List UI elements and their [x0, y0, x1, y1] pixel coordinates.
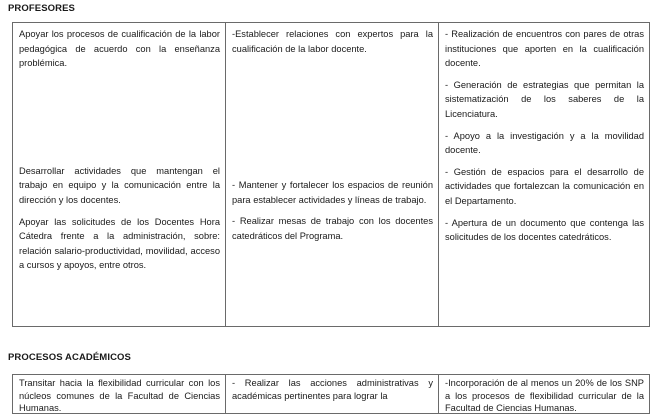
objective-text: Transitar hacia la flexibilidad curricular con los núcleos comunes de la Facultad de Ciencias Humanas.: [19, 378, 220, 413]
strategy-text: -Establecer relaciones con expertos para la cualificación de la labor docente.: [232, 29, 433, 54]
objectives-column: [13, 375, 225, 413]
actions-column: [438, 375, 649, 413]
action-text: - Apoyo a la investigación y a la movilidad docente.: [445, 130, 644, 156]
actions-column: [438, 23, 649, 326]
objective-text: Apoyar las solicitudes de los Docentes Hora Cátedra frente a la administración, sobre: relación salario-productividad, movilidad, acceso a cursos y apoyos, entre otros.: [19, 216, 220, 271]
action-text: - Realización de encuentros con pares de otras instituciones que aporten en la cualificación docente.: [445, 29, 644, 69]
strategy-text: - Realizar las acciones administrativas y académicas pertinentes para lograr la: [232, 378, 433, 401]
objective-text: Desarrollar actividades que mantengan el trabajo en equipo y la comunicación entre la dirección y los docentes.: [19, 165, 220, 205]
action-text: - Gestión de espacios para el desarrollo de actividades que fortalezcan la comunicación en el Departamento.: [445, 166, 644, 206]
objectives-column: [13, 23, 225, 326]
strategy-text: - Realizar mesas de trabajo con los docentes catedráticos del Programa.: [232, 216, 433, 241]
section-heading-procesos-academicos: PROCESOS ACADÉMICOS: [8, 352, 131, 363]
strategies-column: [225, 23, 438, 326]
section-heading-profesores: PROFESORES: [8, 3, 75, 14]
strategies-column: [225, 375, 438, 413]
profesores-table: [12, 22, 650, 327]
action-text: -Incorporación de al menos un 20% de los SNP a los procesos de flexibilidad curricular de la Facultad de Ciencias Humanas.: [445, 378, 644, 413]
objective-text: Apoyar los procesos de cualificación de la labor pedagógica de acuerdo con la enseñanza problémica.: [19, 29, 220, 69]
strategy-text: - Mantener y fortalecer los espacios de reunión para establecer actividades y líneas de trabajo.: [232, 180, 433, 205]
procesos-academicos-table: [12, 374, 650, 414]
action-text: - Generación de estrategias que permitan la sistematización de los saberes de la Licenciatura.: [445, 79, 644, 119]
action-text: - Apertura de un documento que contenga las solicitudes de los docentes catedráticos.: [445, 217, 644, 243]
